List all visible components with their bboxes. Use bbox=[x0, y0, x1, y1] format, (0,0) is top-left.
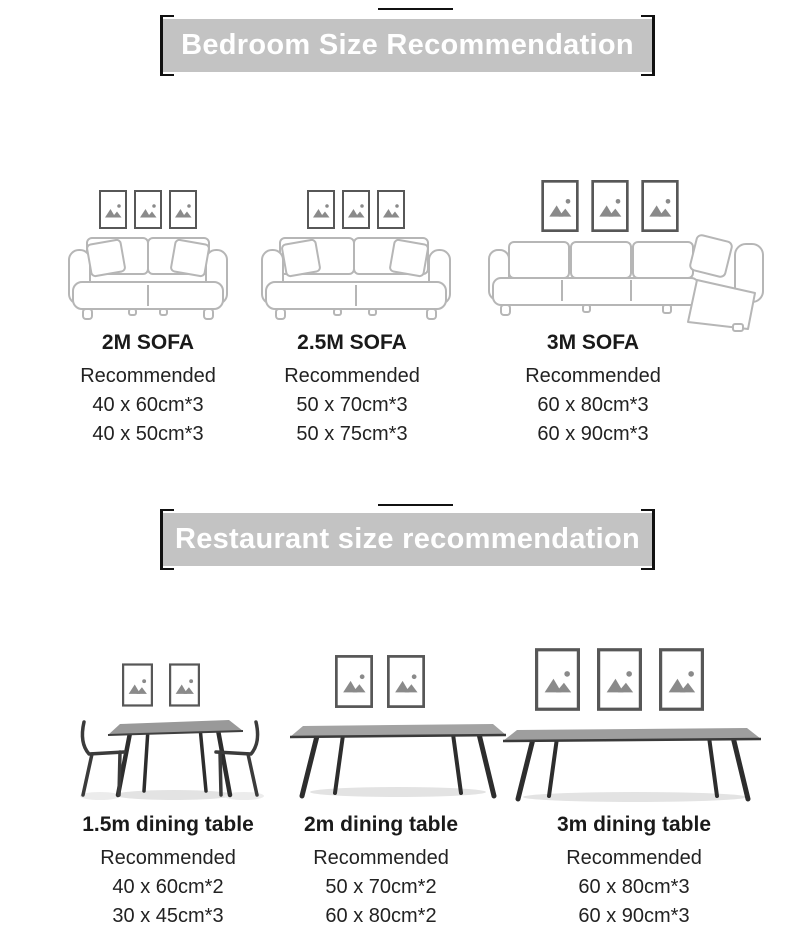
bedroom-section-banner bbox=[163, 19, 652, 72]
sofa-2.5m-icon bbox=[262, 238, 450, 319]
picture-frame-icon bbox=[343, 191, 369, 228]
picture-frame-icon bbox=[537, 650, 579, 709]
sofa-3m-sectional-icon bbox=[489, 234, 763, 331]
dining-table-with-chairs-icon bbox=[80, 720, 264, 800]
size-option: 60 x 80cm*3 bbox=[578, 876, 690, 898]
item-title: 1.5m dining table bbox=[82, 813, 254, 836]
corner-bracket-left-icon bbox=[160, 15, 174, 76]
dining-table-3m-figure bbox=[495, 645, 777, 803]
size-option: 40 x 50cm*3 bbox=[92, 423, 204, 445]
size-option: 60 x 80cm*3 bbox=[537, 394, 649, 416]
picture-frame-icon bbox=[378, 191, 404, 228]
picture-frame-icon bbox=[308, 191, 334, 228]
picture-frame-icon bbox=[100, 191, 126, 228]
size-option: 30 x 45cm*3 bbox=[112, 905, 224, 927]
picture-frame-icon bbox=[543, 181, 578, 230]
picture-frame-icon bbox=[643, 181, 678, 230]
dining-table-2m-figure bbox=[285, 650, 511, 800]
item-title: 2M SOFA bbox=[101, 331, 195, 354]
picture-frame-icon bbox=[388, 656, 423, 706]
dining-table-icon bbox=[290, 724, 506, 797]
picture-frame-icon bbox=[170, 191, 196, 228]
picture-frame-icon bbox=[336, 656, 371, 706]
item-title: 2m dining table bbox=[303, 813, 458, 836]
picture-frame-icon bbox=[599, 650, 641, 709]
sofa-2m-figure bbox=[65, 186, 231, 326]
size-option: 40 x 60cm*2 bbox=[112, 876, 224, 898]
picture-frame-icon bbox=[135, 191, 161, 228]
table-2m-size-block bbox=[271, 812, 491, 931]
recommended-label: Recommended bbox=[313, 847, 449, 869]
item-title: 3m dining table bbox=[556, 813, 711, 836]
sofa-2.5m-figure bbox=[258, 186, 454, 326]
picture-frame-icon bbox=[170, 665, 199, 706]
size-option: 50 x 70cm*3 bbox=[296, 394, 408, 416]
picture-frame-icon bbox=[123, 665, 152, 706]
restaurant-section-banner bbox=[163, 513, 652, 566]
sofa-2m-size-block bbox=[38, 330, 258, 449]
corner-bracket-left-icon bbox=[160, 509, 174, 570]
sofa-3m-figure bbox=[485, 180, 771, 332]
corner-bracket-right-icon bbox=[641, 15, 655, 76]
table-1.5m-size-block bbox=[58, 812, 278, 931]
item-title: 3M SOFA bbox=[546, 331, 640, 354]
size-option: 60 x 90cm*3 bbox=[537, 423, 649, 445]
section-divider-line bbox=[378, 8, 453, 10]
size-option: 40 x 60cm*3 bbox=[92, 394, 204, 416]
section-divider-line bbox=[378, 504, 453, 506]
recommended-label: Recommended bbox=[100, 847, 236, 869]
size-option: 60 x 90cm*3 bbox=[578, 905, 690, 927]
table-3m-size-block bbox=[524, 812, 744, 931]
picture-frame-icon bbox=[661, 650, 703, 709]
sofa-2m-icon bbox=[69, 238, 227, 319]
item-title: 2.5M SOFA bbox=[297, 331, 407, 354]
long-dining-table-icon bbox=[503, 728, 761, 802]
sofa-2.5m-size-block bbox=[242, 330, 462, 449]
recommended-label: Recommended bbox=[284, 365, 420, 387]
corner-bracket-right-icon bbox=[641, 509, 655, 570]
bedroom-banner-label: Bedroom Size Recommendation bbox=[181, 29, 634, 61]
recommended-label: Recommended bbox=[525, 365, 661, 387]
dining-table-1.5m-figure bbox=[62, 645, 278, 803]
picture-frame-icon bbox=[593, 181, 628, 230]
size-option: 50 x 75cm*3 bbox=[296, 423, 408, 445]
recommended-label: Recommended bbox=[80, 365, 216, 387]
sofa-3m-size-block bbox=[483, 330, 703, 449]
restaurant-banner-label: Restaurant size recommendation bbox=[174, 523, 641, 555]
recommended-label: Recommended bbox=[566, 847, 702, 869]
size-option: 60 x 80cm*2 bbox=[325, 905, 437, 927]
size-option: 50 x 70cm*2 bbox=[325, 876, 437, 898]
